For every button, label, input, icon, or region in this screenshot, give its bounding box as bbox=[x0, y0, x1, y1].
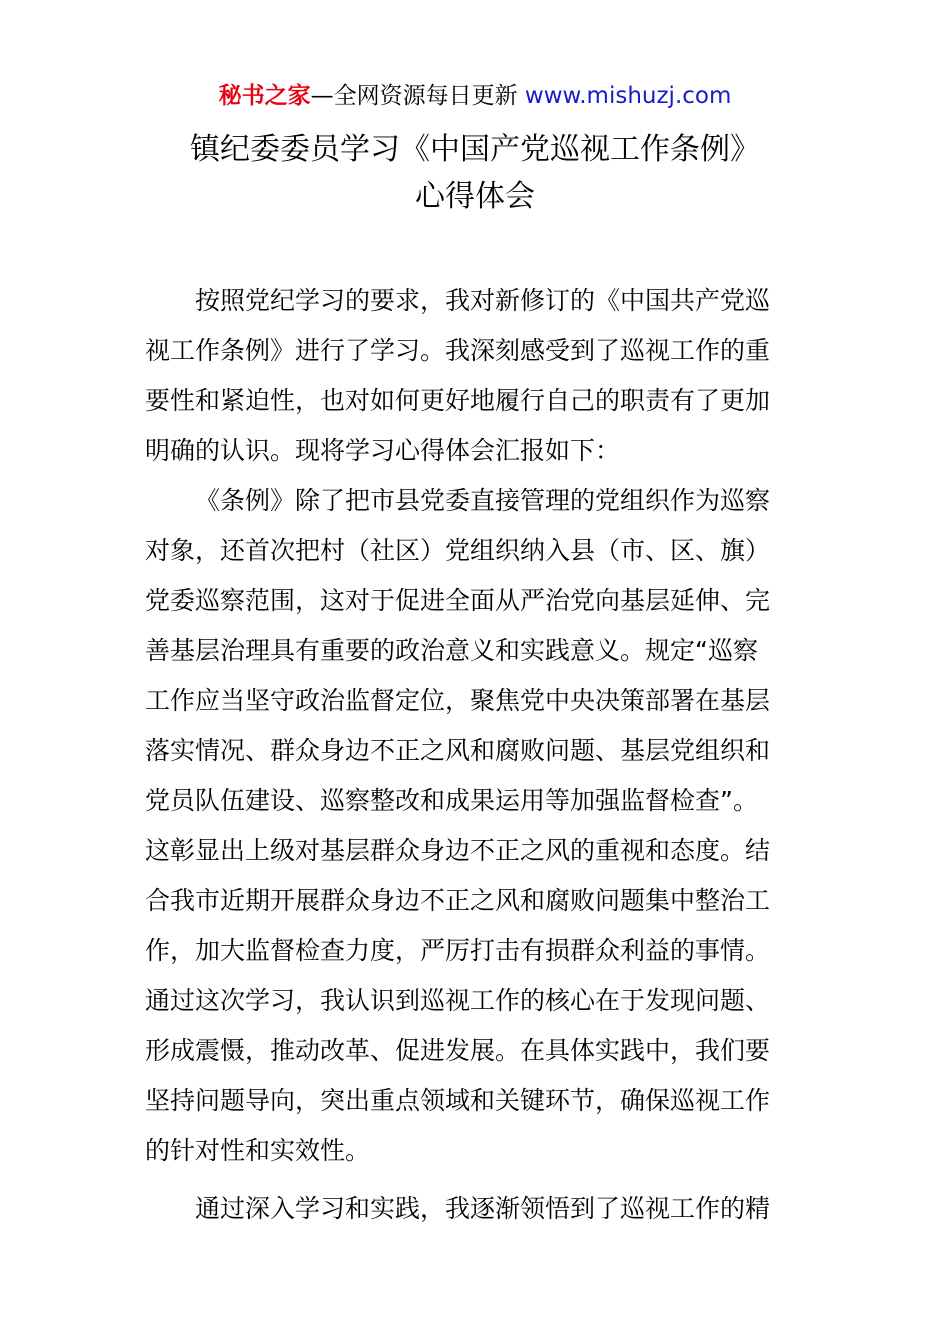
paragraph-line: 按照党纪学习的要求，我对新修订的《中国共产党巡 bbox=[195, 286, 771, 315]
paragraph-line: 通过这次学习，我认识到巡视工作的核心在于发现问题、 bbox=[145, 986, 771, 1015]
paragraph-line: 明确的认识。现将学习心得体会汇报如下： bbox=[145, 436, 621, 465]
document-title-line-2: 心得体会 bbox=[415, 179, 535, 214]
paragraph-line: 作，加大监督检查力度，严厉打击有损群众利益的事情。 bbox=[145, 936, 771, 965]
site-url-link[interactable]: www.mishuzj.com bbox=[524, 83, 732, 109]
paragraph-line: 坚持问题导向，突出重点领域和关键环节，确保巡视工作 bbox=[145, 1086, 771, 1115]
paragraph-line: 善基层治理具有重要的政治意义和实践意义。规定“巡察 bbox=[145, 636, 758, 665]
banner-tagline: —全网资源每日更新 bbox=[310, 83, 525, 109]
paragraph-line: 视工作条例》进行了学习。我深刻感受到了巡视工作的重 bbox=[145, 336, 771, 365]
paragraph-3 bbox=[145, 1184, 810, 1234]
paragraph-line: 合我市近期开展群众身边不正之风和腐败问题集中整治工 bbox=[145, 886, 771, 915]
paragraph-line: 形成震慑，推动改革、促进发展。在具体实践中，我们要 bbox=[145, 1036, 771, 1065]
paragraph-1 bbox=[145, 276, 810, 476]
site-banner bbox=[0, 80, 950, 112]
paragraph-gap bbox=[145, 1176, 810, 1184]
paragraph-line: 党委巡察范围，这对于促进全面从严治党向基层延伸、完 bbox=[145, 586, 771, 615]
document-title-line-1: 镇纪委委员学习《中国产党巡视工作条例》 bbox=[190, 132, 760, 167]
paragraph-line: 要性和紧迫性，也对如何更好地履行自己的职责有了更加 bbox=[145, 386, 771, 415]
paragraph-2 bbox=[145, 476, 810, 1176]
brand-name: 秘书之家 bbox=[218, 83, 311, 109]
document-body bbox=[145, 276, 810, 1234]
paragraph-line: 党员队伍建设、巡察整改和成果运用等加强监督检查”。 bbox=[145, 786, 758, 815]
paragraph-line: 落实情况、群众身边不正之风和腐败问题、基层党组织和 bbox=[145, 736, 771, 765]
paragraph-line: 这彰显出上级对基层群众身边不正之风的重视和态度。结 bbox=[145, 836, 771, 865]
paragraph-line: 的针对性和实效性。 bbox=[145, 1136, 371, 1165]
paragraph-line: 通过深入学习和实践，我逐渐领悟到了巡视工作的精 bbox=[195, 1194, 771, 1223]
paragraph-line: 对象，还首次把村（社区）党组织纳入县（市、区、旗） bbox=[145, 536, 771, 565]
paragraph-line: 《条例》除了把市县党委直接管理的党组织作为巡察 bbox=[195, 486, 771, 515]
paragraph-line: 工作应当坚守政治监督定位，聚焦党中央决策部署在基层 bbox=[145, 686, 771, 715]
